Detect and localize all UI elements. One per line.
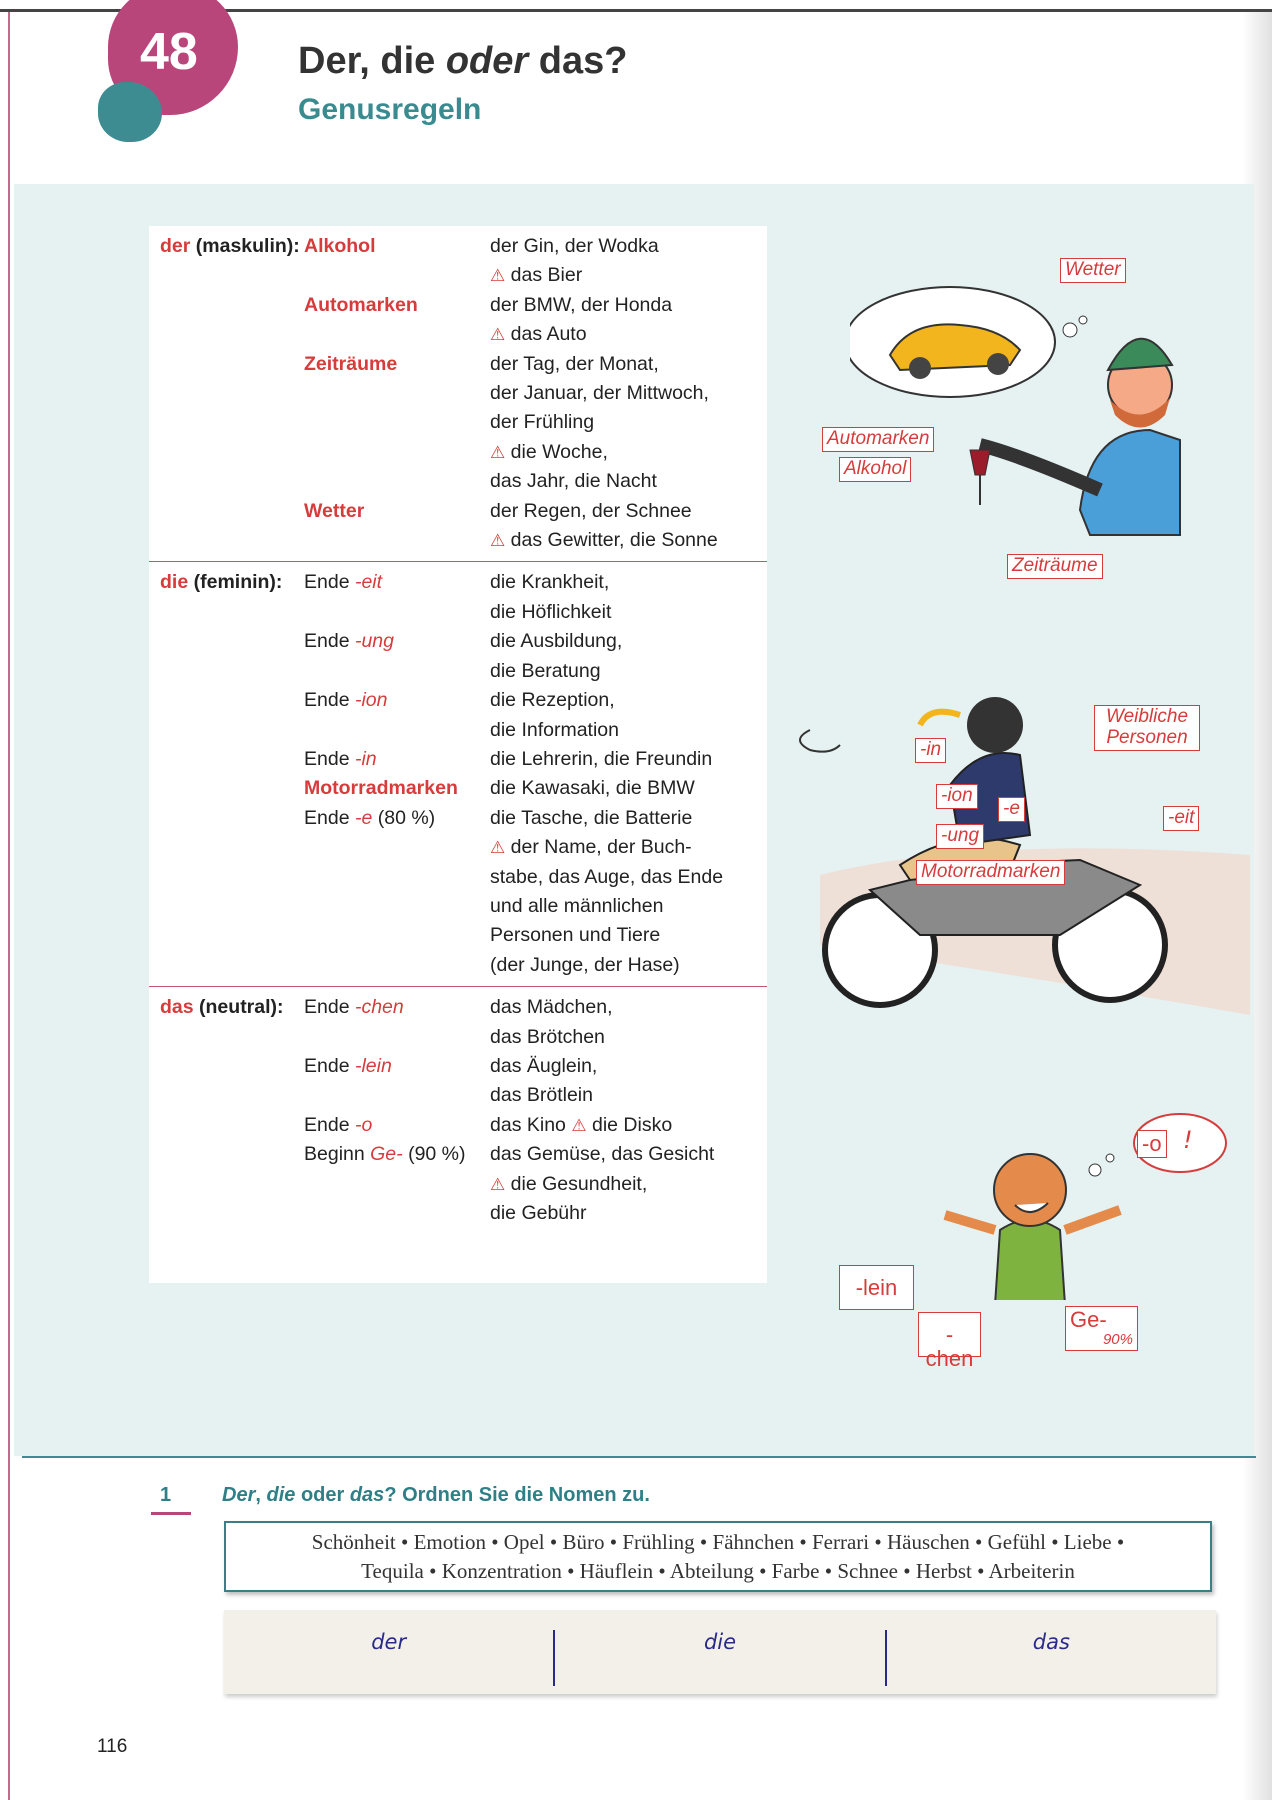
label-chen: -chen xyxy=(918,1312,981,1357)
examples xyxy=(490,350,767,497)
rule-row xyxy=(149,686,767,745)
word-bank-line: Schönheit • Emotion • Opel • Büro • Frühling • Fähnchen • Ferrari • Häuschen • Gefühl • Liebe • xyxy=(311,1530,1125,1554)
warning-icon: ⚠ xyxy=(490,266,506,286)
example-line xyxy=(490,408,767,437)
title-part: Der, die xyxy=(298,40,446,82)
gender-section xyxy=(149,986,767,1234)
example-line xyxy=(490,568,767,597)
examples xyxy=(490,686,767,745)
category-suffix: -lein xyxy=(354,1054,392,1077)
rule-category xyxy=(304,350,490,497)
example-line xyxy=(490,804,767,833)
teal-blob-decoration xyxy=(98,82,162,142)
h-part: die xyxy=(266,1484,296,1506)
example-line xyxy=(490,261,767,290)
example-line xyxy=(490,1052,767,1081)
example-text: der BMW, der Honda xyxy=(490,293,673,316)
example-line xyxy=(490,716,767,745)
example-text: die Information xyxy=(490,718,619,741)
example-text: das Äuglein, xyxy=(490,1054,598,1077)
example-line xyxy=(490,1081,767,1110)
category-suffix: -ion xyxy=(354,689,388,712)
page-subtitle: Genusregeln xyxy=(298,93,482,126)
category-suffix: -ung xyxy=(354,630,394,653)
category-text: Ende xyxy=(304,689,355,712)
example-text: die Rezeption, xyxy=(490,689,615,712)
label-alkohol: Alkohol xyxy=(839,457,911,482)
example-line xyxy=(490,291,767,320)
article-label: der xyxy=(160,235,191,257)
boy-illustration xyxy=(920,1070,1180,1300)
rule-row xyxy=(149,291,767,350)
exercise-number-underline xyxy=(151,1512,191,1515)
examples xyxy=(490,568,767,627)
gender-label xyxy=(149,1052,304,1111)
warning-icon: ⚠ xyxy=(490,531,506,551)
man-with-car-illustration xyxy=(850,280,1190,570)
category-text: Ende xyxy=(304,1113,355,1136)
category-suffix: -in xyxy=(354,747,377,770)
examples xyxy=(490,627,767,686)
example-line xyxy=(490,1023,767,1052)
category-text: Motorradmarken xyxy=(304,777,458,800)
category-text: Ende xyxy=(304,630,355,653)
example-line xyxy=(490,320,767,349)
examples xyxy=(490,993,767,1052)
warning-icon: ⚠ xyxy=(490,442,506,462)
example-text: das Bier xyxy=(510,264,583,287)
page-binding-edge xyxy=(8,12,10,1800)
label-o-exclamation: ! xyxy=(1183,1126,1193,1154)
gender-label xyxy=(149,350,304,497)
example-line xyxy=(490,438,767,467)
category-text: Automarken xyxy=(304,293,418,316)
examples xyxy=(490,1052,767,1111)
word-bank-line: Tequila • Konzentration • Häuflein • Abteilung • Farbe • Schnee • Herbst • Arbeiterin xyxy=(361,1559,1075,1583)
example-text: der Frühling xyxy=(490,411,595,434)
example-line xyxy=(490,1111,767,1140)
title-emphasis: oder xyxy=(445,40,529,82)
example-line xyxy=(490,526,767,555)
rule-category xyxy=(304,686,490,745)
rule-row xyxy=(149,497,767,556)
example-text: der Gin, der Wodka xyxy=(490,235,659,257)
rule-row xyxy=(149,627,767,686)
example-line xyxy=(490,686,767,715)
gender-label xyxy=(149,774,304,803)
gender-rules-table xyxy=(149,226,767,1283)
example-line xyxy=(490,1140,767,1169)
examples xyxy=(490,1140,767,1228)
category-suffix: -eit xyxy=(354,571,383,594)
category-text: Wetter xyxy=(304,499,365,522)
category-text: Ende xyxy=(304,747,355,770)
examples xyxy=(490,745,767,774)
category-text: Ende xyxy=(304,571,355,594)
category-suffix: -chen xyxy=(354,996,404,1019)
gender-label xyxy=(149,1111,304,1140)
example-text: die Woche, xyxy=(510,440,608,463)
label-automarken: Automarken xyxy=(822,427,934,452)
rule-category xyxy=(304,774,490,803)
answer-column-die[interactable]: die xyxy=(703,1630,737,1654)
examples xyxy=(490,291,767,350)
label-lein: -lein xyxy=(839,1265,914,1310)
rule-category xyxy=(304,1111,490,1140)
rule-row xyxy=(149,774,767,803)
example-line xyxy=(490,598,767,627)
h-part: das xyxy=(349,1484,385,1506)
example-line xyxy=(490,467,767,496)
label-zeitraeume: Zeiträume xyxy=(1007,554,1103,579)
gender-label xyxy=(149,627,304,686)
answer-column-der[interactable]: der xyxy=(371,1630,407,1654)
rule-category xyxy=(304,1052,490,1111)
warning-icon: ⚠ xyxy=(490,1174,506,1194)
example-text: und alle männlichen xyxy=(490,894,664,917)
rule-category xyxy=(304,1140,490,1228)
example-line xyxy=(490,627,767,656)
exercise-instruction xyxy=(222,1484,650,1507)
warning-icon: ⚠ xyxy=(490,325,506,345)
gender-label xyxy=(149,993,304,1052)
label-ge xyxy=(1065,1306,1138,1351)
category-text: Alkohol xyxy=(304,235,376,257)
example-text: das Brötlein xyxy=(490,1084,593,1107)
rule-row xyxy=(149,232,767,291)
label-ge-text: Ge- xyxy=(1070,1307,1107,1332)
label-in: -in xyxy=(915,738,946,763)
example-text: die Tasche, die Batterie xyxy=(490,806,693,829)
exercise-number: 1 xyxy=(160,1484,172,1506)
rule-row xyxy=(149,1111,767,1140)
example-text: Personen und Tiere xyxy=(490,924,661,947)
rule-category xyxy=(304,291,490,350)
category-note: (80 %) xyxy=(372,806,436,829)
gender-label xyxy=(149,291,304,350)
gender-section xyxy=(149,561,767,986)
example-line xyxy=(490,379,767,408)
rule-category xyxy=(304,232,490,291)
example-line xyxy=(490,833,767,862)
example-line xyxy=(490,951,767,980)
example-line xyxy=(490,993,767,1022)
example-text: das Gemüse, das Gesicht xyxy=(490,1143,715,1166)
h-part: Der xyxy=(222,1484,256,1506)
rule-category xyxy=(304,497,490,556)
example-line xyxy=(490,232,767,261)
rule-row xyxy=(149,568,767,627)
h-part: , xyxy=(255,1484,267,1506)
example-text: die Krankheit, xyxy=(490,571,610,594)
example-text: stabe, das Auge, das Ende xyxy=(490,865,724,888)
rule-row xyxy=(149,804,767,980)
label-weibliche-personen: Weibliche Personen xyxy=(1094,705,1200,751)
rule-category xyxy=(304,568,490,627)
category-text: Beginn xyxy=(304,1143,371,1166)
example-text: das Auto xyxy=(510,323,587,346)
example-text: das Gewitter, die Sonne xyxy=(510,529,718,552)
gender-name: (maskulin): xyxy=(190,235,300,257)
gender-name: (neutral): xyxy=(193,996,284,1019)
category-text: Ende xyxy=(304,806,355,829)
label-e: -e xyxy=(998,797,1025,822)
examples xyxy=(490,1111,767,1140)
example-line xyxy=(490,892,767,921)
example-line xyxy=(490,1170,767,1199)
warning-icon: ⚠ xyxy=(571,1115,587,1135)
rule-row xyxy=(149,350,767,497)
example-text: der Name, der Buch- xyxy=(510,836,692,859)
article-label: die xyxy=(160,571,189,594)
example-text: der Tag, der Monat, xyxy=(490,352,659,375)
example-text: die Höflichkeit xyxy=(490,600,612,623)
example-text: die Gesundheit, xyxy=(510,1172,648,1195)
gender-name: (feminin): xyxy=(188,571,283,594)
rule-category xyxy=(304,627,490,686)
gender-label xyxy=(149,686,304,745)
category-suffix: -o xyxy=(354,1113,373,1136)
gender-label xyxy=(149,497,304,556)
h-part: ? Ordnen Sie die Nomen zu. xyxy=(384,1484,650,1506)
category-text: Zeiträume xyxy=(304,352,398,375)
rule-row xyxy=(149,993,767,1052)
title-part: das? xyxy=(528,40,628,82)
example-text: das Brötchen xyxy=(490,1025,605,1048)
chapter-number: 48 xyxy=(140,23,198,81)
rule-row xyxy=(149,1140,767,1228)
examples xyxy=(490,804,767,980)
rule-category xyxy=(304,993,490,1052)
example-text: das Kino xyxy=(490,1113,572,1136)
example-line xyxy=(490,921,767,950)
section-divider xyxy=(22,1456,1256,1458)
example-text: das Jahr, die Nacht xyxy=(490,470,657,493)
answer-column-das[interactable]: das xyxy=(1032,1630,1070,1654)
category-note: (90 %) xyxy=(402,1143,466,1166)
example-text: die Beratung xyxy=(490,659,601,682)
label-motorradmarken: Motorradmarken xyxy=(916,860,1065,885)
label-ge-percent: 90% xyxy=(1102,1331,1133,1349)
category-text: Ende xyxy=(304,1054,355,1077)
examples xyxy=(490,774,767,803)
rule-category xyxy=(304,745,490,774)
article-label: das xyxy=(160,996,194,1019)
category-suffix: -e xyxy=(354,806,373,829)
example-line xyxy=(490,774,767,803)
example-line xyxy=(490,863,767,892)
example-line xyxy=(490,745,767,774)
gender-label xyxy=(149,568,304,627)
example-text: die Ausbildung, xyxy=(490,630,623,653)
label-ung: -ung xyxy=(936,824,984,849)
warning-icon: ⚠ xyxy=(490,838,506,858)
label-o: -o xyxy=(1137,1130,1167,1158)
example-line xyxy=(490,657,767,686)
gender-label xyxy=(149,804,304,980)
gender-label xyxy=(149,745,304,774)
example-text: die Kawasaki, die BMW xyxy=(490,777,695,800)
example-line xyxy=(490,497,767,526)
page-number: 116 xyxy=(97,1736,128,1757)
label-eit: -eit xyxy=(1163,806,1199,831)
examples xyxy=(490,497,767,556)
example-text: der Regen, der Schnee xyxy=(490,499,692,522)
example-text: (der Junge, der Hase) xyxy=(490,953,680,976)
example-text: die Lehrerin, die Freundin xyxy=(490,747,713,770)
example-text: das Mädchen, xyxy=(490,996,613,1019)
example-line xyxy=(490,1199,767,1228)
example-line xyxy=(490,350,767,379)
examples xyxy=(490,232,767,291)
category-text: Ende xyxy=(304,996,355,1019)
gender-label xyxy=(149,232,304,291)
example-text: die Disko xyxy=(591,1113,673,1136)
gender-label xyxy=(149,1140,304,1228)
word-bank xyxy=(224,1521,1212,1592)
label-wetter: Wetter xyxy=(1060,258,1126,283)
label-ion: -ion xyxy=(936,784,978,809)
example-text: der Januar, der Mittwoch, xyxy=(490,382,709,405)
h-part: oder xyxy=(295,1484,350,1506)
category-suffix: Ge- xyxy=(370,1143,403,1166)
example-text: die Gebühr xyxy=(490,1202,587,1224)
page-title xyxy=(298,40,627,83)
rule-row xyxy=(149,745,767,774)
answer-area[interactable] xyxy=(224,1610,1216,1694)
rule-category xyxy=(304,804,490,980)
rule-row xyxy=(149,1052,767,1111)
gender-section xyxy=(149,232,767,561)
